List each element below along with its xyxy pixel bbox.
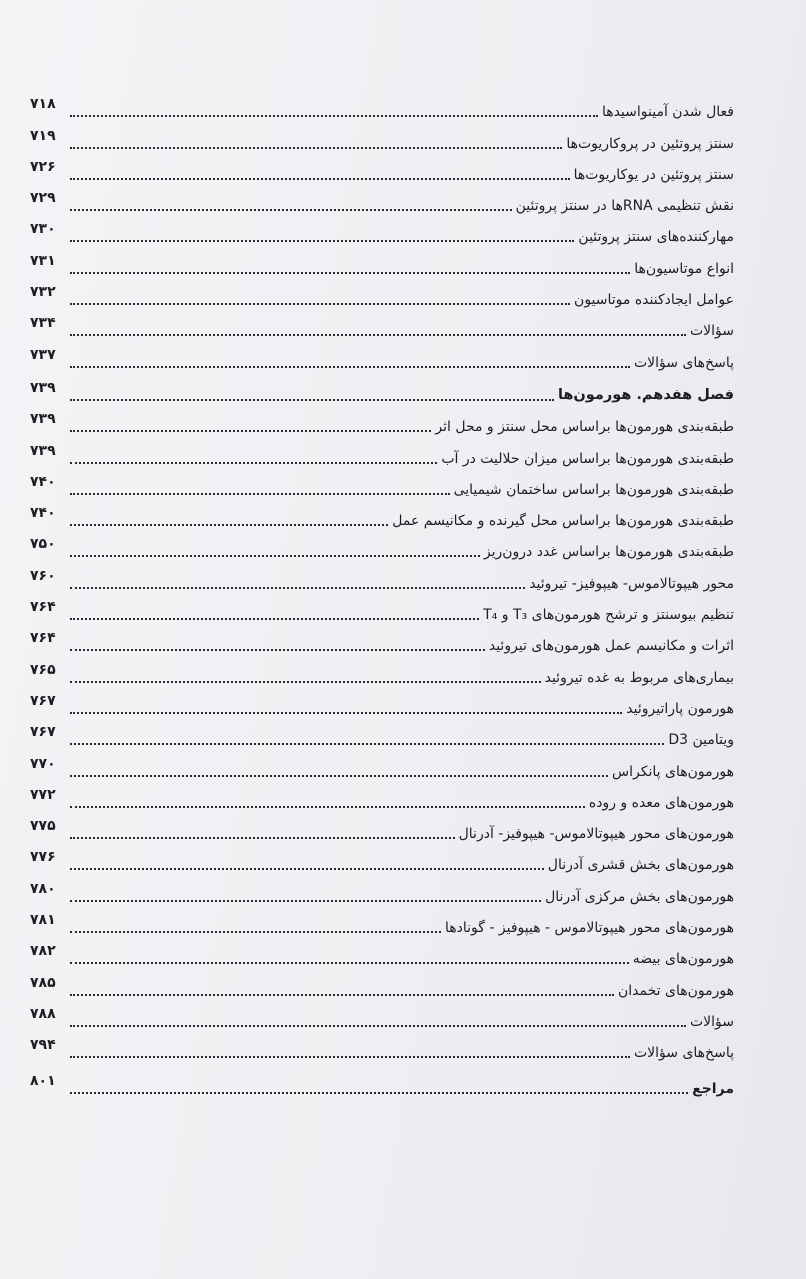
toc-page-number: ۷۶۴	[30, 630, 56, 647]
toc-row	[30, 966, 734, 997]
toc-page-number: ۷۳۹	[30, 411, 56, 428]
toc-entry-title: مهارکننده‌های سنتز پروتئین	[578, 229, 734, 246]
toc-row	[30, 591, 734, 622]
toc-entry-title: تنظیم بیوسنتز و ترشح هورمون‌های T₃ و T₄	[483, 607, 734, 624]
toc-page-number: ۷۷۶	[30, 849, 56, 866]
toc-row	[30, 403, 734, 434]
toc-row	[30, 528, 734, 559]
toc-entry-title: هورمون‌های بخش مرکزی آدرنال	[545, 888, 734, 905]
toc-entry-title: هورمون‌های محور هیپوتالاموس - هیپوفیز - گونادها	[444, 920, 734, 937]
toc-entry-title: فصل هفدهم. هورمون‌ها	[557, 387, 734, 404]
toc-page-number: ۷۷۵	[30, 818, 56, 835]
toc-page-number: ۷۶۰	[30, 567, 56, 584]
toc-entry-title: مراجع	[692, 1080, 734, 1097]
dot-leader	[70, 114, 598, 117]
toc-row	[30, 872, 734, 903]
toc-references-row	[30, 1064, 734, 1095]
dot-leader	[70, 365, 630, 368]
toc-row	[30, 998, 734, 1029]
dot-leader	[70, 805, 585, 808]
dot-leader	[70, 711, 622, 714]
toc-page-number: ۸۰۱	[30, 1072, 56, 1089]
dot-leader	[70, 961, 629, 964]
toc-page-number: ۷۶۷	[30, 692, 56, 709]
toc-row	[30, 779, 734, 810]
dot-leader	[70, 774, 608, 777]
toc-page-number: ۷۳۹	[30, 442, 56, 459]
toc-page-number: ۷۴۰	[30, 473, 56, 490]
toc-row	[30, 716, 734, 747]
dot-leader	[70, 1024, 686, 1027]
toc-entry-title: سؤالات	[689, 323, 734, 340]
dot-leader	[70, 617, 479, 620]
dot-leader	[70, 554, 480, 557]
toc-entry-title: طبقه‌بندی هورمون‌ها براساس میزان حلالیت در آب	[441, 450, 734, 467]
toc-entry-title: طبقه‌بندی هورمون‌ها براساس محل سنتز و محل اثر	[435, 419, 734, 436]
toc-row	[30, 747, 734, 778]
toc-row	[30, 244, 734, 275]
toc-entry-title: هورمون‌های تخمدان	[618, 982, 734, 999]
dot-leader	[70, 239, 574, 242]
toc-row	[30, 1029, 734, 1060]
dot-leader	[70, 461, 437, 464]
toc-entry-title: پاسخ‌های سؤالات	[633, 354, 734, 371]
toc-entry-title: طبقه‌بندی هورمون‌ها براساس غدد درون‌ریز	[483, 544, 734, 561]
toc-row	[30, 810, 734, 841]
toc-entry-title: هورمون‌های معده و روده	[588, 794, 734, 811]
dot-leader	[70, 930, 441, 933]
dot-leader	[70, 680, 541, 683]
toc-page-number: ۷۶۵	[30, 661, 56, 678]
toc-entry-title: ویتامین D3	[668, 732, 734, 749]
toc-row	[30, 119, 734, 150]
toc-entry-title: فعال شدن آمینواسیدها	[601, 104, 734, 121]
dot-leader	[70, 648, 485, 651]
toc-page-number: ۷۱۹	[30, 127, 56, 144]
toc-page-number: ۷۸۰	[30, 880, 56, 897]
dot-leader	[70, 208, 512, 211]
toc-entry-title: انواع موتاسیون‌ها	[634, 260, 734, 277]
toc-entry-title: هورمون پاراتیروئید	[626, 700, 734, 717]
dot-leader	[70, 586, 525, 589]
dot-leader	[70, 429, 431, 432]
toc-row	[30, 685, 734, 716]
toc-page-number: ۷۲۶	[30, 158, 56, 175]
toc-row	[30, 497, 734, 528]
toc-page-number: ۷۹۴	[30, 1037, 56, 1054]
dot-leader	[70, 899, 541, 902]
toc-page-number: ۷۴۰	[30, 505, 56, 522]
toc-entry-title: طبقه‌بندی هورمون‌ها براساس محل گیرنده و مکانیسم عمل	[392, 513, 734, 530]
toc-chapter-row	[30, 372, 734, 403]
dot-leader	[70, 1091, 688, 1094]
toc-page-number: ۷۵۰	[30, 536, 56, 553]
toc-page-number: ۷۶۴	[30, 599, 56, 616]
dot-leader	[70, 146, 562, 149]
toc-page-number: ۷۳۲	[30, 284, 56, 301]
dot-leader	[70, 302, 570, 305]
toc-page-number: ۷۷۲	[30, 786, 56, 803]
dot-leader	[70, 867, 544, 870]
toc-page-number: ۷۸۵	[30, 974, 56, 991]
toc-page-number: ۷۳۹	[30, 379, 56, 396]
dot-leader	[70, 177, 570, 180]
dot-leader	[70, 836, 455, 839]
toc-entry-title: سنتز پروتئین در یوکاریوت‌ها	[573, 166, 734, 183]
toc-page-number: ۷۳۱	[30, 252, 56, 269]
toc-row	[30, 88, 734, 119]
toc-entry-title: سنتز پروتئین در پروکاریوت‌ها	[566, 135, 734, 152]
toc-page-number: ۷۶۷	[30, 724, 56, 741]
toc-row	[30, 841, 734, 872]
toc-row	[30, 151, 734, 182]
dot-leader	[70, 398, 554, 401]
toc-entry-title: هورمون‌های بیضه	[632, 951, 734, 968]
dot-leader	[70, 993, 614, 996]
dot-leader	[70, 1055, 630, 1058]
toc-page-number: ۷۲۹	[30, 190, 56, 207]
toc-entry-title: عوامل ایجادکننده موتاسیون	[574, 292, 734, 309]
toc-entry-title: هورمون‌های محور هیپوتالاموس- هیپوفیز- آدرنال	[458, 826, 734, 843]
toc-page-number: ۷۳۰	[30, 221, 56, 238]
toc-row	[30, 213, 734, 244]
toc-row	[30, 904, 734, 935]
toc-entry-title: محور هیپوتالاموس- هیپوفیز- تیروئید	[529, 575, 734, 592]
toc-entry-title: بیماری‌های مربوط به غده تیروئید	[544, 669, 734, 686]
toc-row	[30, 276, 734, 307]
toc-page-number: ۷۳۷	[30, 346, 56, 363]
toc-row	[30, 559, 734, 590]
toc-row	[30, 434, 734, 465]
toc-row	[30, 338, 734, 369]
toc-entry-title: اثرات و مکانیسم عمل هورمون‌های تیروئید	[488, 638, 734, 655]
dot-leader	[70, 271, 630, 274]
toc-row	[30, 307, 734, 338]
toc-page-number: ۷۸۱	[30, 912, 56, 929]
toc-row	[30, 653, 734, 684]
toc-entry-title: سؤالات	[689, 1013, 734, 1030]
toc-row	[30, 622, 734, 653]
dot-leader	[70, 333, 686, 336]
toc-page-number: ۷۷۰	[30, 755, 56, 772]
toc-row	[30, 466, 734, 497]
toc-page-number: ۷۸۸	[30, 1005, 56, 1022]
toc-page-number: ۷۱۸	[30, 96, 56, 113]
toc-entry-title: هورمون‌های بخش قشری آدرنال	[547, 857, 734, 874]
toc-entry-title: هورمون‌های پانکراس	[612, 763, 734, 780]
toc-entry-title: طبقه‌بندی هورمون‌ها براساس ساختمان شیمیایی	[453, 481, 734, 498]
toc-row	[30, 182, 734, 213]
dot-leader	[70, 523, 388, 526]
toc-page-number: ۷۸۲	[30, 943, 56, 960]
toc-entry-title: پاسخ‌های سؤالات	[633, 1045, 734, 1062]
dot-leader	[70, 742, 664, 745]
table-of-contents	[30, 88, 734, 1096]
dot-leader	[70, 492, 450, 495]
toc-row	[30, 935, 734, 966]
toc-entry-title: نقش تنظیمی RNAها در سنتز پروتئین	[515, 198, 734, 215]
toc-page-number: ۷۳۴	[30, 315, 56, 332]
